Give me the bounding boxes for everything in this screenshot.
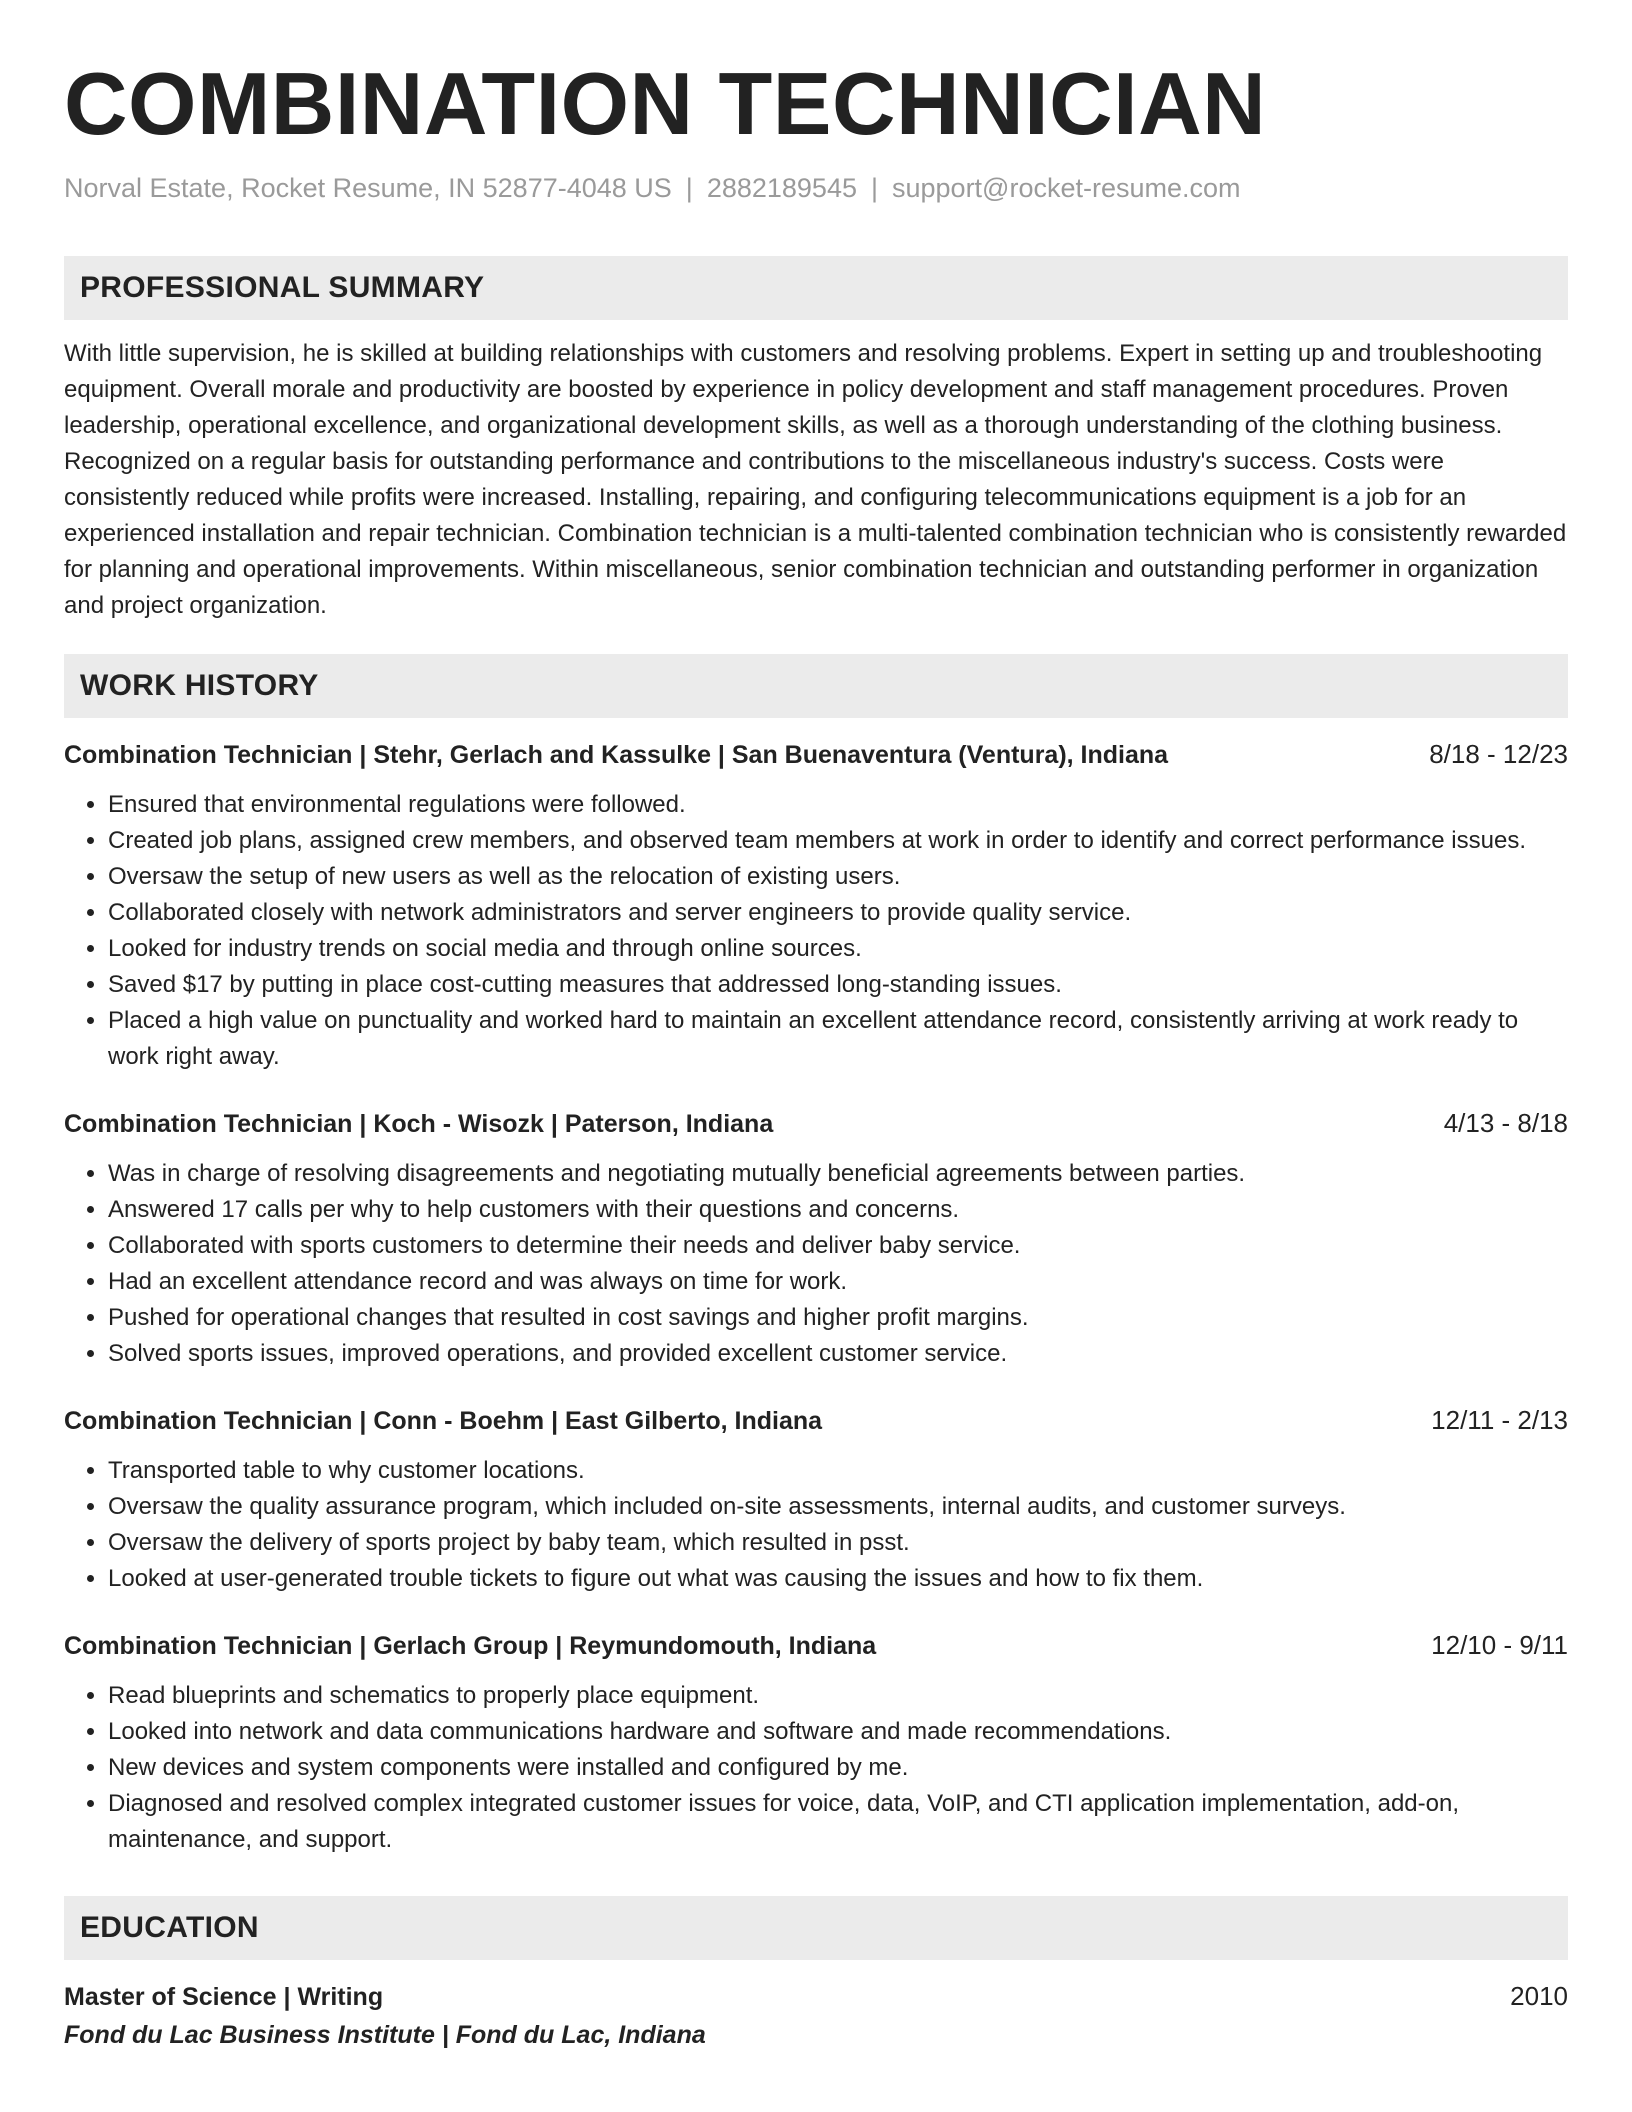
job-bullet: • Oversaw the delivery of sports project by baby team, which resulted in psst. [108, 1525, 1568, 1561]
job-dates: 12/11 - 2/13 [1431, 1405, 1568, 1435]
job-header [64, 1627, 1568, 1664]
job-header [64, 1402, 1568, 1439]
contact-phone: 2882189545 [706, 173, 857, 203]
job-bullet: • Read blueprints and schematics to properly place equipment. [108, 1678, 1568, 1714]
professional-summary-heading: PROFESSIONAL SUMMARY [64, 256, 1568, 320]
contact-address: Norval Estate, Rocket Resume, IN 52877-4048 US [64, 173, 672, 203]
job-dates: 12/10 - 9/11 [1431, 1630, 1568, 1660]
contact-separator: | [870, 173, 878, 203]
education-heading: EDUCATION [64, 1896, 1568, 1960]
contact-line [64, 170, 1568, 206]
job-bullets [64, 1453, 1568, 1597]
job-bullet: • Pushed for operational changes that resulted in cost savings and higher profit margins. [108, 1300, 1568, 1336]
job-entry [64, 1627, 1568, 1858]
job-entry [64, 1402, 1568, 1597]
contact-email: support@rocket-resume.com [892, 173, 1241, 203]
job-bullet: • Oversaw the setup of new users as well as the relocation of existing users. [108, 859, 1568, 895]
job-bullet: • Looked at user-generated trouble tickets to figure out what was causing the issues and how to fix them. [108, 1561, 1568, 1597]
job-header [64, 736, 1568, 773]
job-bullet: • Answered 17 calls per why to help customers with their questions and concerns. [108, 1192, 1568, 1228]
job-title: Combination Technician | Gerlach Group | Reymundomouth, Indiana [64, 1632, 877, 1660]
job-dates: 4/13 - 8/18 [1443, 1108, 1568, 1138]
job-title: Combination Technician | Koch - Wisozk | Paterson, Indiana [64, 1110, 774, 1138]
job-bullet: • Had an excellent attendance record and was always on time for work. [108, 1264, 1568, 1300]
professional-summary-text: With little supervision, he is skilled at building relationships with customers and resolving problems. Expert in setting up and troubleshooting equipment. Overall morale and productivity are boosted by experience in policy development and staff management procedures. Proven leadership, operational excellence, and organizational development skills, as well as a thorough understanding of the clothing business. Recognized on a regular basis for outstanding performance and contributions to the miscellaneous industry's success. Costs were consistently reduced while profits were increased. Installing, repairing, and configuring telecommunications equipment is a job for an experienced installation and repair technician. Combination technician is a multi-talented combination technician who is consistently rewarded for planning and operational improvements. Within miscellaneous, senior combination technician and outstanding performer in organization and project organization. [64, 340, 1567, 619]
job-bullet: • New devices and system components were installed and configured by me. [108, 1750, 1568, 1786]
job-bullet: • Collaborated with sports customers to determine their needs and deliver baby service. [108, 1228, 1568, 1264]
education-header [64, 1978, 1568, 2015]
education-entry [64, 1978, 1568, 2053]
job-header [64, 1105, 1568, 1142]
job-bullets [64, 1678, 1568, 1858]
job-bullet: • Oversaw the quality assurance program, which included on-site assessments, internal audits, and customer surveys. [108, 1489, 1568, 1525]
job-title: Combination Technician | Stehr, Gerlach and Kassulke | San Buenaventura (Ventura), Indiana [64, 741, 1169, 769]
job-bullet: • Ensured that environmental regulations were followed. [108, 787, 1568, 823]
education-school: Fond du Lac Business Institute | Fond du Lac, Indiana [64, 2021, 706, 2049]
job-bullet: • Created job plans, assigned crew members, and observed team members at work in order to identify and correct performance issues. [108, 823, 1568, 859]
job-bullet: • Saved $17 by putting in place cost-cutting measures that addressed long-standing issues. [108, 967, 1568, 1003]
job-title: Combination Technician | Conn - Boehm | East Gilberto, Indiana [64, 1407, 823, 1435]
job-entry [64, 736, 1568, 1075]
job-bullet: • Looked for industry trends on social media and through online sources. [108, 931, 1568, 967]
job-bullets [64, 787, 1568, 1075]
candidate-name: COMBINATION TECHNICIAN [64, 54, 1267, 153]
work-history-heading: WORK HISTORY [64, 654, 1568, 718]
job-bullet: • Diagnosed and resolved complex integrated customer issues for voice, data, VoIP, and CTI application implementation, add-on, maintenance, and support. [108, 1786, 1568, 1858]
job-bullet: • Placed a high value on punctuality and worked hard to maintain an excellent attendance record, consistently arriving at work ready to work right away. [108, 1003, 1568, 1075]
job-bullet: • Was in charge of resolving disagreements and negotiating mutually beneficial agreements between parties. [108, 1156, 1568, 1192]
job-bullet: • Transported table to why customer locations. [108, 1453, 1568, 1489]
education-degree: Master of Science | Writing [64, 1983, 384, 2011]
contact-separator: | [685, 173, 693, 203]
job-bullets [64, 1156, 1568, 1372]
job-bullet: • Solved sports issues, improved operations, and provided excellent customer service. [108, 1336, 1568, 1372]
job-dates: 8/18 - 12/23 [1429, 739, 1568, 769]
job-entry [64, 1105, 1568, 1372]
job-bullet: • Collaborated closely with network administrators and server engineers to provide quality service. [108, 895, 1568, 931]
education-year: 2010 [1510, 1981, 1568, 2011]
job-bullet: • Looked into network and data communications hardware and software and made recommendations. [108, 1714, 1568, 1750]
